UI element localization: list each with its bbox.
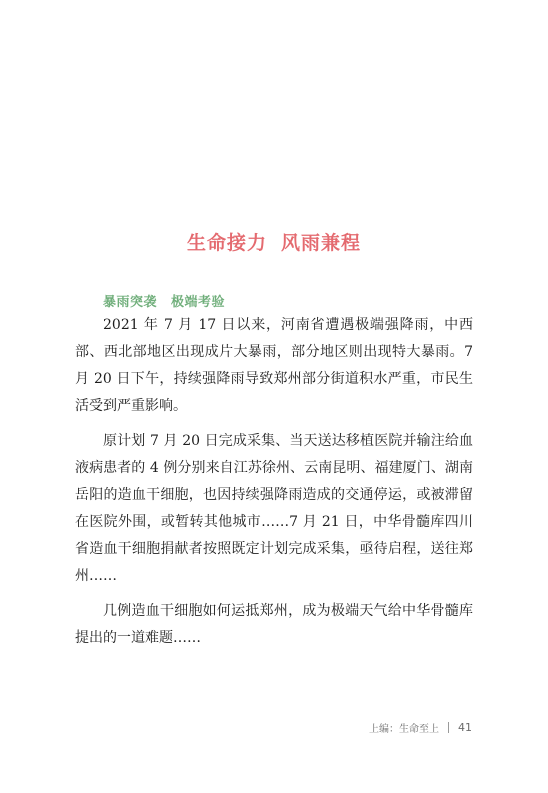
running-head: 上编：生命至上 bbox=[369, 724, 439, 735]
section-heading-part2: 极端考验 bbox=[171, 295, 226, 310]
chapter-title-part2: 风雨兼程 bbox=[281, 232, 362, 254]
body-text bbox=[75, 312, 473, 652]
page-number: 41 bbox=[458, 721, 472, 734]
chapter-title bbox=[0, 228, 548, 255]
footer-divider bbox=[448, 722, 449, 733]
paragraph: 几例造血干细胞如何运抵郑州，成为极端天气给中华骨髓库提出的一道难题…… bbox=[75, 603, 473, 646]
paragraph: 原计划 7 月 20 日完成采集、当天送达移植医院并输注给血液病患者的 4 例分别来自江苏徐州、云南昆明、福建厦门、湖南岳阳的造血干细胞，也因持续强降雨造成的交通停运，或被滞留在医院外围，或暂转其他城市……7 月 21 日，中华骨髓库四川省造血干细胞捐献者按照既定计划完成采集，亟待启程，送往郑州…… bbox=[75, 433, 473, 584]
section-heading bbox=[103, 291, 225, 310]
section-heading-part1: 暴雨突袭 bbox=[103, 295, 158, 310]
paragraph: 2021 年 7 月 17 日以来，河南省遭遇极端强降雨，中西部、西北部地区出现成片大暴雨，部分地区则出现特大暴雨。7 月 20 日下午，持续强降雨导致郑州部分街道积水严重，市民生活受到严重影响。 bbox=[75, 317, 473, 414]
chapter-title-part1: 生命接力 bbox=[186, 232, 267, 254]
page-footer bbox=[369, 720, 472, 735]
